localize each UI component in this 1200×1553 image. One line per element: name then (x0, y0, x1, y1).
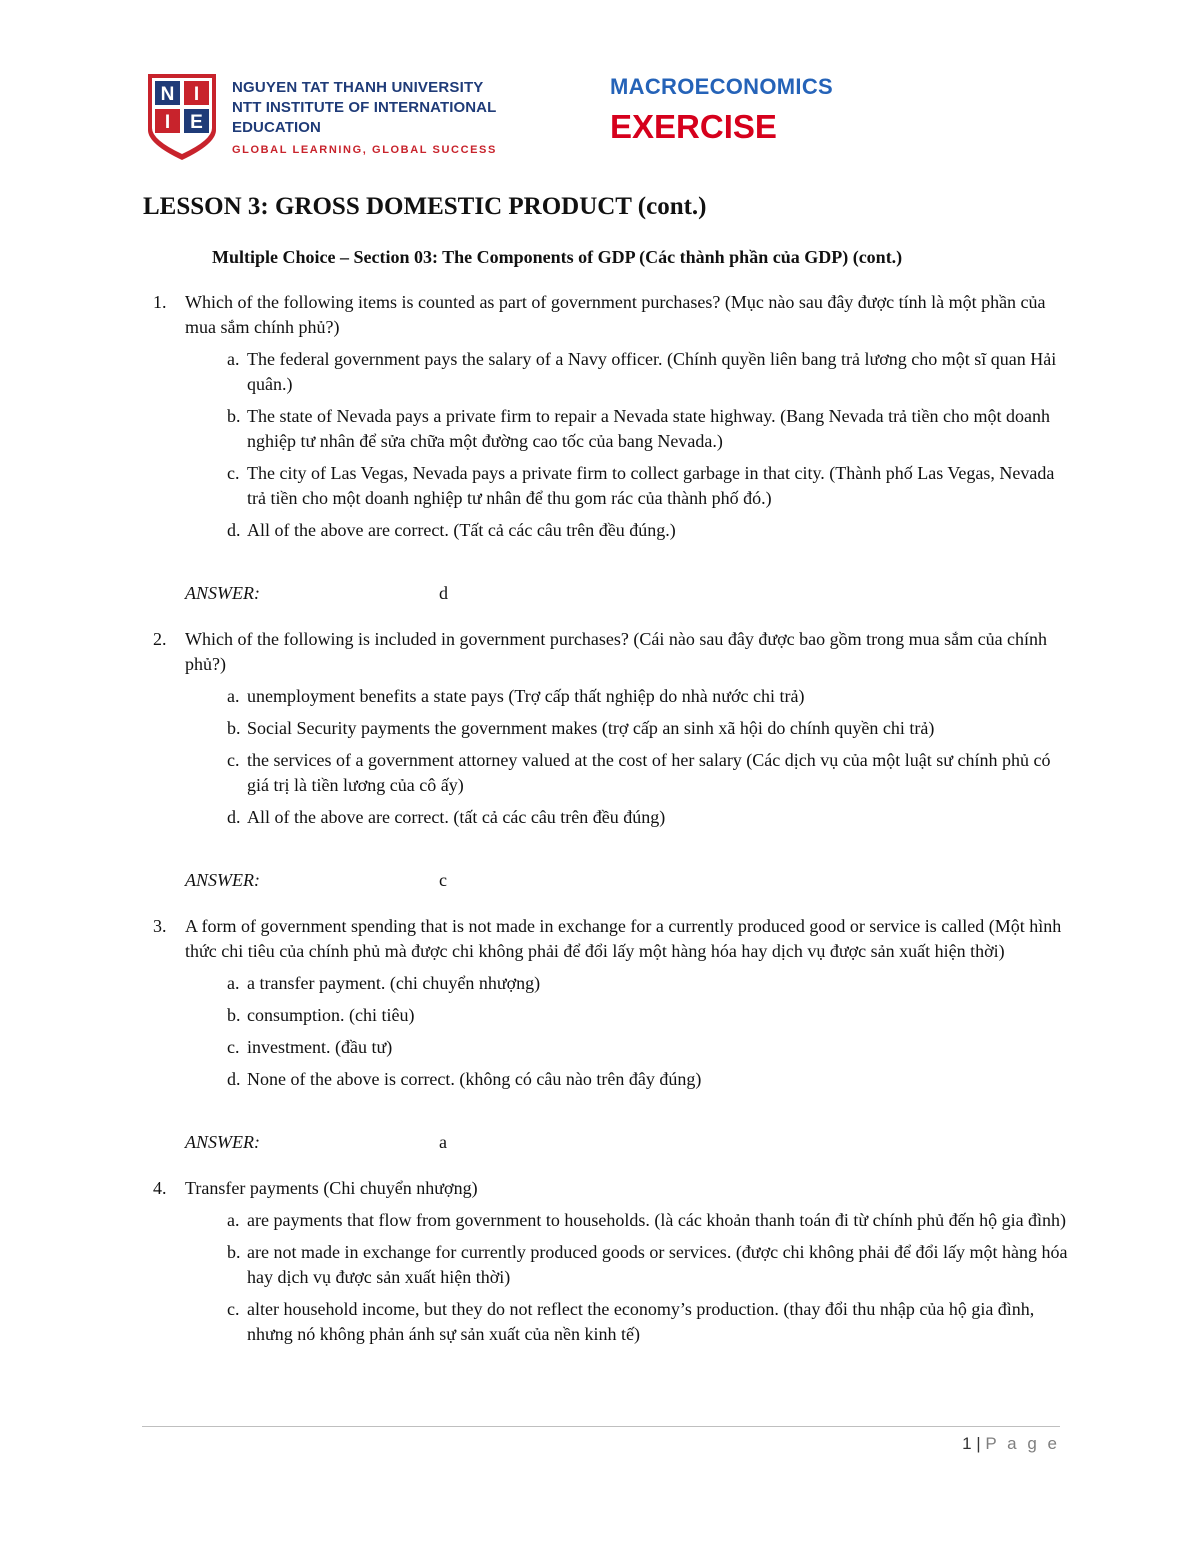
option-letter: a. (227, 1210, 240, 1230)
document-type: EXERCISE (610, 108, 777, 145)
institute-name: NTT INSTITUTE OF INTERNATIONAL EDUCATION (232, 99, 497, 136)
answer-1 (148, 581, 1068, 606)
option-text: The state of Nevada pays a private firm to repair a Nevada state highway. (Bang Nevada trả tiền cho một doanh nghiệp tư nhân để sửa chữa một đường cao tốc của bang Nevada.) (247, 406, 1051, 451)
question-2 (148, 627, 1068, 677)
question-text: Which of the following is included in government purchases? (Cái nào sau đây được bao gồm trong mua sắm của chính phủ?) (185, 629, 1048, 674)
option-2c (148, 748, 1068, 798)
option-text: a transfer payment. (chi chuyển nhượng) (247, 973, 541, 993)
answer-value: c (439, 870, 447, 890)
option-4a (148, 1208, 1068, 1233)
option-1d (148, 518, 1068, 543)
answer-label: ANSWER: (185, 870, 260, 890)
question-list (148, 290, 1068, 1347)
option-letter: c. (227, 1037, 240, 1057)
answer-2 (148, 868, 1068, 893)
option-2d (148, 805, 1068, 830)
question-number: 1. (153, 292, 167, 312)
option-letter: b. (227, 406, 241, 426)
option-letter: d. (227, 1069, 241, 1089)
question-text: Transfer payments (Chi chuyển nhượng) (185, 1178, 478, 1198)
option-1b (148, 404, 1068, 454)
answer-label: ANSWER: (185, 583, 260, 603)
page-footer (962, 1434, 1060, 1454)
option-text: consumption. (chi tiêu) (247, 1005, 415, 1025)
option-letter: c. (227, 463, 240, 483)
university-name: NGUYEN TAT THANH UNIVERSITY (232, 79, 484, 96)
section-title: Multiple Choice – Section 03: The Components of GDP (Các thành phần của GDP) (cont.) (212, 247, 903, 267)
institution-slogan: GLOBAL LEARNING, GLOBAL SUCCESS (232, 144, 497, 156)
answer-3 (148, 1130, 1068, 1155)
option-text: are not made in exchange for currently produced goods or services. (được chi không phải để đổi lấy một hàng hóa hay dịch vụ được sản xuất hiện thời) (247, 1242, 1068, 1287)
answer-value: a (439, 1132, 447, 1152)
option-letter: c. (227, 750, 240, 770)
option-text: alter household income, but they do not reflect the economy’s production. (thay đổi thu nhập của hộ gia đình, nhưng nó không phản ánh sự sản xuất của nền kinh tế) (247, 1299, 1035, 1344)
option-letter: d. (227, 520, 241, 540)
option-letter: a. (227, 686, 240, 706)
option-4c (148, 1297, 1068, 1347)
course-title: MACROECONOMICS (610, 74, 833, 99)
question-text: A form of government spending that is not made in exchange for a currently produced good or service is called (Một hình thức chi tiêu của chính phủ mà được chi không phải để đổi lấy một hàng hóa hay dịch vụ được sản xuất hiện thời) (185, 916, 1062, 961)
option-text: The city of Las Vegas, Nevada pays a private firm to collect garbage in that city. (Thành phố Las Vegas, Nevada trả tiền cho một doanh nghiệp tư nhân để thu gom rác của thành phố đó.) (247, 463, 1055, 508)
option-text: None of the above is correct. (không có câu nào trên đây đúng) (247, 1069, 702, 1089)
option-text: are payments that flow from government to households. (là các khoản thanh toán đi từ chính phủ đến hộ gia đình) (247, 1210, 1067, 1230)
option-text: the services of a government attorney valued at the cost of her salary (Các dịch vụ của một luật sư chính phủ có giá trị là tiền lương của cô ấy) (247, 750, 1051, 795)
option-letter: d. (227, 807, 241, 827)
answer-value: d (439, 583, 448, 603)
option-text: Social Security payments the government makes (trợ cấp an sinh xã hội do chính quyền chi trả) (247, 718, 935, 738)
option-letter: b. (227, 718, 241, 738)
niie-shield-icon (146, 72, 218, 162)
question-1 (148, 290, 1068, 340)
institution-name (232, 78, 586, 160)
footer-divider (142, 1426, 1060, 1427)
option-3c (148, 1035, 1068, 1060)
option-letter: a. (227, 349, 240, 369)
question-3 (148, 914, 1068, 964)
option-text: All of the above are correct. (Tất cả các câu trên đều đúng.) (247, 520, 676, 540)
option-3d (148, 1067, 1068, 1092)
page-number: 1 (962, 1434, 972, 1453)
option-3a (148, 971, 1068, 996)
option-1a (148, 347, 1068, 397)
option-text: unemployment benefits a state pays (Trợ cấp thất nghiệp do nhà nước chi trả) (247, 686, 805, 706)
logo-letter-e: E (190, 112, 203, 133)
logo-letter-n: N (160, 84, 175, 105)
logo-letter-i1: I (193, 84, 200, 105)
option-2a (148, 684, 1068, 709)
footer-separator: | (976, 1434, 981, 1453)
question-number: 4. (153, 1178, 167, 1198)
option-text: All of the above are correct. (tất cả các câu trên đều đúng) (247, 807, 666, 827)
question-number: 2. (153, 629, 167, 649)
option-4b (148, 1240, 1068, 1290)
option-3b (148, 1003, 1068, 1028)
page-label: P a g e (985, 1434, 1060, 1453)
option-letter: b. (227, 1242, 241, 1262)
institution-logo (146, 72, 586, 164)
answer-label: ANSWER: (185, 1132, 260, 1152)
option-text: investment. (đầu tư) (247, 1037, 393, 1057)
option-letter: a. (227, 973, 240, 993)
option-letter: b. (227, 1005, 241, 1025)
question-text: Which of the following items is counted as part of government purchases? (Mục nào sau đây được tính là một phần của mua sắm chính phủ?) (185, 292, 1046, 337)
option-text: The federal government pays the salary of a Navy officer. (Chính quyền liên bang trả lương cho một sĩ quan Hải quân.) (247, 349, 1057, 394)
logo-letter-i2: I (164, 112, 171, 133)
option-letter: c. (227, 1299, 240, 1319)
question-number: 3. (153, 916, 167, 936)
option-2b (148, 716, 1068, 741)
option-1c (148, 461, 1068, 511)
question-4 (148, 1176, 1068, 1201)
lesson-title: LESSON 3: GROSS DOMESTIC PRODUCT (cont.) (143, 193, 707, 220)
